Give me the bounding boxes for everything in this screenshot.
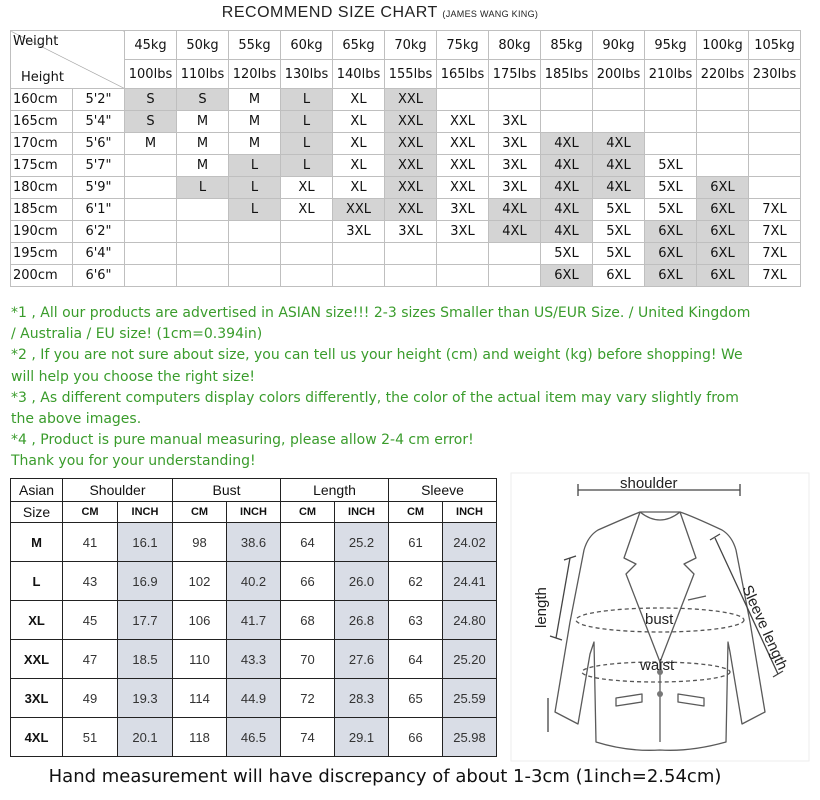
size-cell — [697, 133, 749, 155]
size-cell: 7XL — [749, 221, 801, 243]
size-cell: L — [281, 133, 333, 155]
asian-size-cell: XL — [11, 601, 63, 640]
size-row — [11, 243, 801, 265]
size-cell: XXL — [385, 199, 437, 221]
size-cell: 4XL — [541, 221, 593, 243]
size-header: Size — [11, 502, 63, 523]
height-cm-cell: 190cm — [11, 221, 73, 243]
inch-value-cell: 24.80 — [443, 601, 497, 640]
height-ft-cell: 6'2" — [73, 221, 125, 243]
cm-value-cell: 118 — [173, 718, 227, 757]
cm-value-cell: 43 — [63, 562, 118, 601]
bust-label: bust — [645, 611, 674, 628]
size-cell — [281, 221, 333, 243]
note-line: *4 , Product is pure manual measuring, please allow 2-4 cm error! — [11, 432, 474, 449]
size-cell: XXL — [385, 177, 437, 199]
inch-value-cell: 38.6 — [227, 523, 281, 562]
measure-group-header: Shoulder — [63, 479, 173, 502]
shoulder-label: shoulder — [620, 475, 678, 492]
jacket-diagram — [510, 472, 810, 762]
cm-value-cell: 72 — [281, 679, 335, 718]
size-cell: XL — [333, 111, 385, 133]
inch-value-cell: 43.3 — [227, 640, 281, 679]
size-cell — [541, 89, 593, 111]
size-cell: 3XL — [437, 221, 489, 243]
note-line: *1 , All our products are advertised in ASIAN size!!! 2-3 sizes Smaller than US/EUR Size. / United Kingdom — [11, 305, 751, 321]
size-cell: 6XL — [697, 221, 749, 243]
inch-value-cell: 24.41 — [443, 562, 497, 601]
size-cell: 4XL — [541, 199, 593, 221]
size-cell: XXL — [385, 133, 437, 155]
size-cell: 4XL — [593, 155, 645, 177]
chart-title-main: RECOMMEND SIZE CHART — [221, 4, 438, 21]
note-line: Thank you for your understanding! — [11, 453, 256, 470]
cm-value-cell: 68 — [281, 601, 335, 640]
size-cell: 7XL — [749, 265, 801, 287]
size-cell: 5XL — [593, 199, 645, 221]
inch-value-cell: 16.9 — [118, 562, 173, 601]
weight-kg-header: 75kg — [437, 31, 489, 60]
size-cell — [281, 265, 333, 287]
asian-size-cell: 3XL — [11, 679, 63, 718]
height-ft-cell: 5'6" — [73, 133, 125, 155]
height-ft-cell: 6'6" — [73, 265, 125, 287]
inch-value-cell: 26.0 — [335, 562, 389, 601]
size-cell: XL — [333, 133, 385, 155]
size-cell: L — [281, 111, 333, 133]
note-line: *2 , If you are not sure about size, you can tell us your height (cm) and weight (kg) before shopping! We — [11, 347, 743, 364]
height-ft-cell: 5'9" — [73, 177, 125, 199]
size-cell: 6XL — [697, 265, 749, 287]
note-line: the above images. — [11, 411, 142, 428]
cm-value-cell: 45 — [63, 601, 118, 640]
size-cell — [697, 155, 749, 177]
size-cell: 7XL — [749, 199, 801, 221]
jacket-illustration — [510, 472, 810, 762]
size-cell — [229, 221, 281, 243]
weight-kg-header: 70kg — [385, 31, 437, 60]
cm-value-cell: 66 — [389, 718, 443, 757]
size-cell: 4XL — [489, 221, 541, 243]
weight-lbs-header: 120lbs — [229, 60, 281, 89]
cm-value-cell: 98 — [173, 523, 227, 562]
inch-value-cell: 41.7 — [227, 601, 281, 640]
inch-value-cell: 16.1 — [118, 523, 173, 562]
size-row — [11, 133, 801, 155]
weight-kg-header: 85kg — [541, 31, 593, 60]
weight-lbs-header: 100lbs — [125, 60, 177, 89]
size-cell — [593, 111, 645, 133]
inch-unit-header: INCH — [227, 502, 281, 523]
weight-lbs-header: 140lbs — [333, 60, 385, 89]
size-row — [11, 89, 801, 111]
inch-unit-header: INCH — [443, 502, 497, 523]
size-cell — [437, 265, 489, 287]
weight-kg-header: 65kg — [333, 31, 385, 60]
size-cell: 5XL — [541, 243, 593, 265]
size-cell — [125, 155, 177, 177]
cm-value-cell: 47 — [63, 640, 118, 679]
size-cell: M — [125, 133, 177, 155]
size-cell: 6XL — [697, 199, 749, 221]
weight-kg-header: 105kg — [749, 31, 801, 60]
cm-value-cell: 61 — [389, 523, 443, 562]
size-cell — [177, 199, 229, 221]
size-cell: L — [281, 155, 333, 177]
size-cell: L — [229, 199, 281, 221]
size-cell: M — [177, 155, 229, 177]
weight-kg-header: 55kg — [229, 31, 281, 60]
size-cell: 4XL — [489, 199, 541, 221]
size-cell: XL — [333, 89, 385, 111]
size-cell — [125, 221, 177, 243]
height-cm-cell: 200cm — [11, 265, 73, 287]
size-cell: XL — [281, 199, 333, 221]
size-cell: 5XL — [645, 177, 697, 199]
size-cell: 3XL — [437, 199, 489, 221]
length-label: length — [533, 587, 550, 628]
size-cell — [489, 243, 541, 265]
height-ft-cell: 5'4" — [73, 111, 125, 133]
inch-value-cell: 44.9 — [227, 679, 281, 718]
size-cell — [125, 177, 177, 199]
size-cell: XL — [333, 155, 385, 177]
weight-lbs-header: 165lbs — [437, 60, 489, 89]
size-cell — [489, 265, 541, 287]
weight-lbs-header: 175lbs — [489, 60, 541, 89]
inch-value-cell: 24.02 — [443, 523, 497, 562]
size-cell — [541, 111, 593, 133]
height-cm-cell: 165cm — [11, 111, 73, 133]
height-cm-cell: 160cm — [11, 89, 73, 111]
size-cell: S — [125, 89, 177, 111]
weight-lbs-header: 210lbs — [645, 60, 697, 89]
size-row — [11, 221, 801, 243]
size-cell — [489, 89, 541, 111]
size-row — [11, 199, 801, 221]
size-cell — [645, 133, 697, 155]
measurement-footer: Hand measurement will have discrepancy of about 1-3cm (1inch=2.54cm) — [48, 766, 722, 787]
size-cell — [645, 89, 697, 111]
size-cell: 5XL — [645, 199, 697, 221]
weight-header: Weight — [13, 34, 59, 49]
cm-value-cell: 49 — [63, 679, 118, 718]
inch-value-cell: 27.6 — [335, 640, 389, 679]
note-line: / Australia / EU size! (1cm=0.394in) — [11, 326, 263, 343]
size-cell: XL — [333, 177, 385, 199]
height-cm-cell: 175cm — [11, 155, 73, 177]
inch-unit-header: INCH — [335, 502, 389, 523]
size-cell: 4XL — [541, 133, 593, 155]
size-cell: 3XL — [489, 177, 541, 199]
cm-unit-header: CM — [63, 502, 118, 523]
size-cell — [437, 243, 489, 265]
measure-row — [11, 601, 497, 640]
size-cell: M — [229, 133, 281, 155]
inch-unit-header: INCH — [118, 502, 173, 523]
size-cell: XL — [281, 177, 333, 199]
waist-label: waist — [640, 657, 675, 674]
height-cm-cell: 185cm — [11, 199, 73, 221]
height-cm-cell: 170cm — [11, 133, 73, 155]
size-cell — [177, 265, 229, 287]
size-cell: XXL — [385, 89, 437, 111]
size-cell: 5XL — [593, 243, 645, 265]
cm-value-cell: 41 — [63, 523, 118, 562]
size-cell — [645, 111, 697, 133]
asian-size-cell: XXL — [11, 640, 63, 679]
size-cell: S — [125, 111, 177, 133]
measure-row — [11, 640, 497, 679]
cm-value-cell: 65 — [389, 679, 443, 718]
cm-value-cell: 114 — [173, 679, 227, 718]
sleeve-length-label: Sleeve length — [738, 582, 791, 673]
size-cell — [385, 243, 437, 265]
measure-group-header: Sleeve — [389, 479, 497, 502]
size-cell: 4XL — [593, 177, 645, 199]
inch-value-cell: 19.3 — [118, 679, 173, 718]
inch-value-cell: 25.98 — [443, 718, 497, 757]
chart-title — [0, 4, 760, 22]
weight-kg-header: 50kg — [177, 31, 229, 60]
note-line: *3 , As different computers display colors differently, the color of the actual item may vary slightly from — [11, 389, 739, 406]
size-cell: XXL — [385, 111, 437, 133]
size-cell — [177, 243, 229, 265]
height-header: Height — [21, 70, 64, 85]
inch-value-cell: 25.2 — [335, 523, 389, 562]
size-cell: M — [229, 89, 281, 111]
inch-value-cell: 25.59 — [443, 679, 497, 718]
chart-title-brand: (JAMES WANG KING) — [442, 9, 539, 19]
size-row — [11, 111, 801, 133]
size-row — [11, 155, 801, 177]
size-cell: XXL — [437, 155, 489, 177]
size-cell — [177, 221, 229, 243]
note-line: will help you choose the right size! — [11, 368, 256, 385]
size-cell — [749, 155, 801, 177]
measure-row — [11, 679, 497, 718]
size-cell: M — [229, 111, 281, 133]
size-cell — [749, 177, 801, 199]
size-cell — [333, 265, 385, 287]
size-cell: 6XL — [645, 265, 697, 287]
weight-kg-header: 95kg — [645, 31, 697, 60]
size-cell: 6XL — [697, 243, 749, 265]
inch-value-cell: 17.7 — [118, 601, 173, 640]
size-cell — [749, 89, 801, 111]
weight-lbs-header: 185lbs — [541, 60, 593, 89]
size-cell — [593, 89, 645, 111]
measure-group-header: Length — [281, 479, 389, 502]
inch-value-cell: 29.1 — [335, 718, 389, 757]
size-cell: 6XL — [593, 265, 645, 287]
inch-value-cell: 25.20 — [443, 640, 497, 679]
table-corner-header — [11, 31, 125, 89]
cm-unit-header: CM — [389, 502, 443, 523]
cm-value-cell: 110 — [173, 640, 227, 679]
size-cell — [385, 265, 437, 287]
inch-value-cell: 40.2 — [227, 562, 281, 601]
weight-lbs-header: 200lbs — [593, 60, 645, 89]
size-cell: 3XL — [385, 221, 437, 243]
size-cell: 5XL — [593, 221, 645, 243]
size-cell: L — [229, 155, 281, 177]
size-cell: 3XL — [333, 221, 385, 243]
size-cell: S — [177, 89, 229, 111]
cm-value-cell: 102 — [173, 562, 227, 601]
size-cell — [229, 265, 281, 287]
size-cell: 6XL — [697, 177, 749, 199]
weight-lbs-header: 130lbs — [281, 60, 333, 89]
asian-size-cell: M — [11, 523, 63, 562]
size-cell — [125, 199, 177, 221]
cm-value-cell: 70 — [281, 640, 335, 679]
weight-lbs-header: 155lbs — [385, 60, 437, 89]
size-cell — [333, 243, 385, 265]
size-cell: M — [177, 133, 229, 155]
cm-value-cell: 106 — [173, 601, 227, 640]
height-cm-cell: 195cm — [11, 243, 73, 265]
inch-value-cell: 28.3 — [335, 679, 389, 718]
cm-value-cell: 51 — [63, 718, 118, 757]
size-row — [11, 265, 801, 287]
height-ft-cell: 5'2" — [73, 89, 125, 111]
height-cm-cell: 180cm — [11, 177, 73, 199]
size-cell — [125, 243, 177, 265]
size-cell: M — [177, 111, 229, 133]
weight-kg-header: 60kg — [281, 31, 333, 60]
inch-value-cell: 20.1 — [118, 718, 173, 757]
size-cell — [437, 89, 489, 111]
size-cell — [125, 265, 177, 287]
size-cell — [281, 243, 333, 265]
size-cell: L — [281, 89, 333, 111]
measure-group-header: Bust — [173, 479, 281, 502]
size-cell: 3XL — [489, 111, 541, 133]
measure-row — [11, 523, 497, 562]
asian-size-cell: L — [11, 562, 63, 601]
cm-value-cell: 63 — [389, 601, 443, 640]
size-cell: XXL — [385, 155, 437, 177]
measure-row — [11, 718, 497, 757]
size-cell — [697, 89, 749, 111]
cm-value-cell: 74 — [281, 718, 335, 757]
height-ft-cell: 6'1" — [73, 199, 125, 221]
size-row — [11, 177, 801, 199]
cm-value-cell: 64 — [389, 640, 443, 679]
recommend-size-table — [10, 30, 801, 287]
size-cell: 4XL — [541, 177, 593, 199]
size-cell — [697, 111, 749, 133]
weight-lbs-header: 110lbs — [177, 60, 229, 89]
weight-kg-header: 90kg — [593, 31, 645, 60]
cm-unit-header: CM — [281, 502, 335, 523]
inch-value-cell: 46.5 — [227, 718, 281, 757]
weight-lbs-header: 230lbs — [749, 60, 801, 89]
notes-section — [11, 303, 811, 473]
size-cell: 4XL — [541, 155, 593, 177]
size-cell — [749, 111, 801, 133]
inch-value-cell: 26.8 — [335, 601, 389, 640]
measurement-table — [10, 478, 497, 757]
size-cell: XXL — [437, 111, 489, 133]
size-cell — [749, 133, 801, 155]
size-cell: L — [229, 177, 281, 199]
cm-unit-header: CM — [173, 502, 227, 523]
size-cell: 7XL — [749, 243, 801, 265]
size-cell — [229, 243, 281, 265]
height-ft-cell: 6'4" — [73, 243, 125, 265]
size-cell: XXL — [437, 177, 489, 199]
weight-kg-header: 100kg — [697, 31, 749, 60]
asian-size-cell: 4XL — [11, 718, 63, 757]
measure-row — [11, 562, 497, 601]
cm-value-cell: 62 — [389, 562, 443, 601]
weight-kg-header: 45kg — [125, 31, 177, 60]
weight-lbs-header: 220lbs — [697, 60, 749, 89]
height-ft-cell: 5'7" — [73, 155, 125, 177]
cm-value-cell: 66 — [281, 562, 335, 601]
size-cell: 6XL — [541, 265, 593, 287]
size-cell: 3XL — [489, 133, 541, 155]
size-cell: 4XL — [593, 133, 645, 155]
asian-header: Asian — [11, 479, 63, 502]
size-cell: 6XL — [645, 243, 697, 265]
size-cell: L — [177, 177, 229, 199]
size-cell: 6XL — [645, 221, 697, 243]
size-cell: 5XL — [645, 155, 697, 177]
size-cell: XXL — [333, 199, 385, 221]
size-cell: 3XL — [489, 155, 541, 177]
weight-kg-header: 80kg — [489, 31, 541, 60]
inch-value-cell: 18.5 — [118, 640, 173, 679]
cm-value-cell: 64 — [281, 523, 335, 562]
size-cell: XXL — [437, 133, 489, 155]
